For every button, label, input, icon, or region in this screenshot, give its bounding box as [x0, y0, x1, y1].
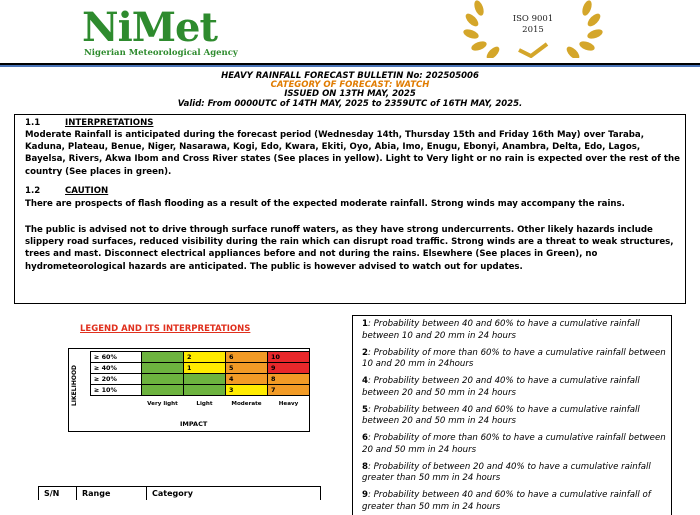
header-divider-accent	[0, 65, 700, 67]
likelihood-axis-label	[66, 366, 92, 410]
matrix-row	[91, 374, 310, 385]
matrix-cell: 4	[226, 374, 268, 385]
probability-description: : Probability between 40 and 60% to have a cumulative rainfall of greater than 50 mm in 24 hours	[362, 490, 651, 512]
probability-item	[362, 319, 667, 342]
matrix-cell: 9	[268, 363, 310, 374]
matrix-row	[91, 385, 310, 396]
legend-title: LEGEND AND ITS INTERPRETATIONS	[80, 324, 251, 334]
range-category-table-header	[38, 486, 321, 500]
matrix-cell: 7	[268, 385, 310, 396]
probability-description: : Probability of more than 60% to have a cumulative rainfall between 20 and 50 mm in 24 hours	[362, 433, 666, 455]
matrix-cell: 3	[226, 385, 268, 396]
matrix-cell	[184, 374, 226, 385]
likelihood-label: LIKELIHOOD	[71, 364, 79, 407]
interpretation-box	[14, 114, 686, 304]
matrix-cell	[142, 385, 184, 396]
impact-category: Moderate	[231, 400, 262, 407]
matrix-cell	[142, 363, 184, 374]
probability-item	[362, 376, 667, 399]
likelihood-level: ≥ 10%	[91, 385, 142, 396]
matrix-cell: 6	[226, 352, 268, 363]
matrix-cell: 1	[184, 363, 226, 374]
bulletin-number: HEAVY RAINFALL FORECAST BULLETIN No: 202505006	[221, 71, 479, 81]
impact-category: Very light	[147, 400, 178, 407]
probability-category-number: 2	[362, 347, 368, 358]
iso-year: 2015	[522, 25, 544, 35]
matrix-cell	[184, 385, 226, 396]
col-sn: S/N	[39, 487, 77, 500]
matrix-corner	[91, 396, 142, 410]
probability-category-number: 9	[362, 490, 368, 500]
impact-category: Light	[196, 400, 213, 407]
probability-item	[362, 462, 667, 485]
matrix-cell: 10	[268, 352, 310, 363]
probability-description: : Probability between 40 and 60% to have a cumulative rainfall between 20 and 50 mm in 24 hours	[362, 404, 640, 427]
probability-description: : Probability between 40 and 60% to have a cumulative rainfall between 10 and 20 mm in 24 hours	[362, 319, 640, 341]
probability-item	[362, 433, 667, 456]
interpretations-body: Moderate Rainfall is anticipated during the forecast period (Wednesday 14th, Thursday 15th and Friday 16th May) over Taraba, Kaduna, Plateau, Benue, Niger, Nasarawa, Kogi, Edo, Kwara, Ekiti, Oyo, Abia, Imo, Enugu, Ebonyi, Anambra, Delta, Edo, Lagos, Bayelsa, Rivers, Akwa Ibom and Cross River states (See places in yellow). Light to Very light or no rain is expected over the rest of the country (See places in green).	[25, 130, 680, 177]
section-title: CAUTION	[65, 186, 109, 196]
likelihood-level: ≥ 60%	[91, 352, 142, 363]
caution-heading	[25, 186, 109, 196]
probability-item	[362, 405, 667, 428]
impact-category: Heavy	[278, 400, 299, 407]
validity-period: Valid: From 0000UTC of 14TH MAY, 2025 to 2359UTC of 16TH MAY, 2025.	[177, 99, 523, 109]
probability-item	[362, 348, 667, 371]
matrix-row	[91, 363, 310, 374]
matrix-cell	[142, 352, 184, 363]
matrix-cell	[142, 374, 184, 385]
interpretations-heading	[25, 118, 154, 128]
probability-category-number: 1	[362, 319, 368, 329]
probability-description: : Probability between 20 and 40% to have a cumulative rainfall between 20 and 50 mm in 24 hours	[362, 376, 640, 398]
probability-category-number: 4	[362, 376, 368, 386]
caution-paragraph-2: The public is advised not to drive through surface runoff waters, as they have strong undercurrents. Other likely hazards include slippery road surfaces, reduced visibility during the rain which can disrupt road traffic. Strong winds are a threat to weak structures, trees and mast. Disconnect electrical appliances before and not during the rains. Elsewhere (See places in Green), no hydrometeorological hazards are anticipated. The public is however advised to watch out for updates.	[25, 225, 674, 272]
issue-date: ISSUED ON 13TH MAY, 2025	[284, 89, 416, 99]
likelihood-level: ≥ 20%	[91, 374, 142, 385]
matrix-cell: 5	[226, 363, 268, 374]
forecast-category: CATEGORY OF FORECAST: WATCH	[270, 80, 430, 90]
col-category: Category	[152, 489, 193, 498]
col-range: Range	[77, 487, 147, 500]
probability-category-number: 8	[362, 461, 368, 472]
impact-axis-label: IMPACT	[180, 420, 208, 428]
section-number: 1.1	[25, 118, 41, 128]
probability-description: : Probability of more than 60% to have a cumulative rainfall between 10 and 20 mm in 24hours	[362, 347, 666, 370]
probability-key-box	[352, 315, 672, 515]
section-number: 1.2	[25, 186, 41, 196]
risk-matrix	[90, 351, 310, 410]
probability-category-number: 5	[362, 404, 368, 415]
iso-standard: ISO 9001	[512, 14, 554, 24]
matrix-cell: 8	[268, 374, 310, 385]
logo-subtitle: Nigerian Meteorological Agency	[84, 48, 238, 58]
probability-category-number: 6	[362, 433, 368, 443]
nimet-logo	[82, 6, 252, 60]
matrix-cell: 2	[184, 352, 226, 363]
likelihood-level: ≥ 40%	[91, 363, 142, 374]
caution-paragraph-1: There are prospects of flash flooding as a result of the expected moderate rainfall. Strong winds may accompany the rains.	[25, 199, 625, 209]
iso-certification-badge	[459, 0, 607, 58]
probability-description: : Probability of between 20 and 40% to have a cumulative rainfall greater than 50 mm in 24 hours	[362, 461, 651, 484]
probability-item	[362, 490, 667, 513]
logo-wordmark: NiMet	[82, 4, 217, 51]
matrix-row	[91, 352, 310, 363]
section-title: INTERPRETATIONS	[65, 118, 154, 128]
